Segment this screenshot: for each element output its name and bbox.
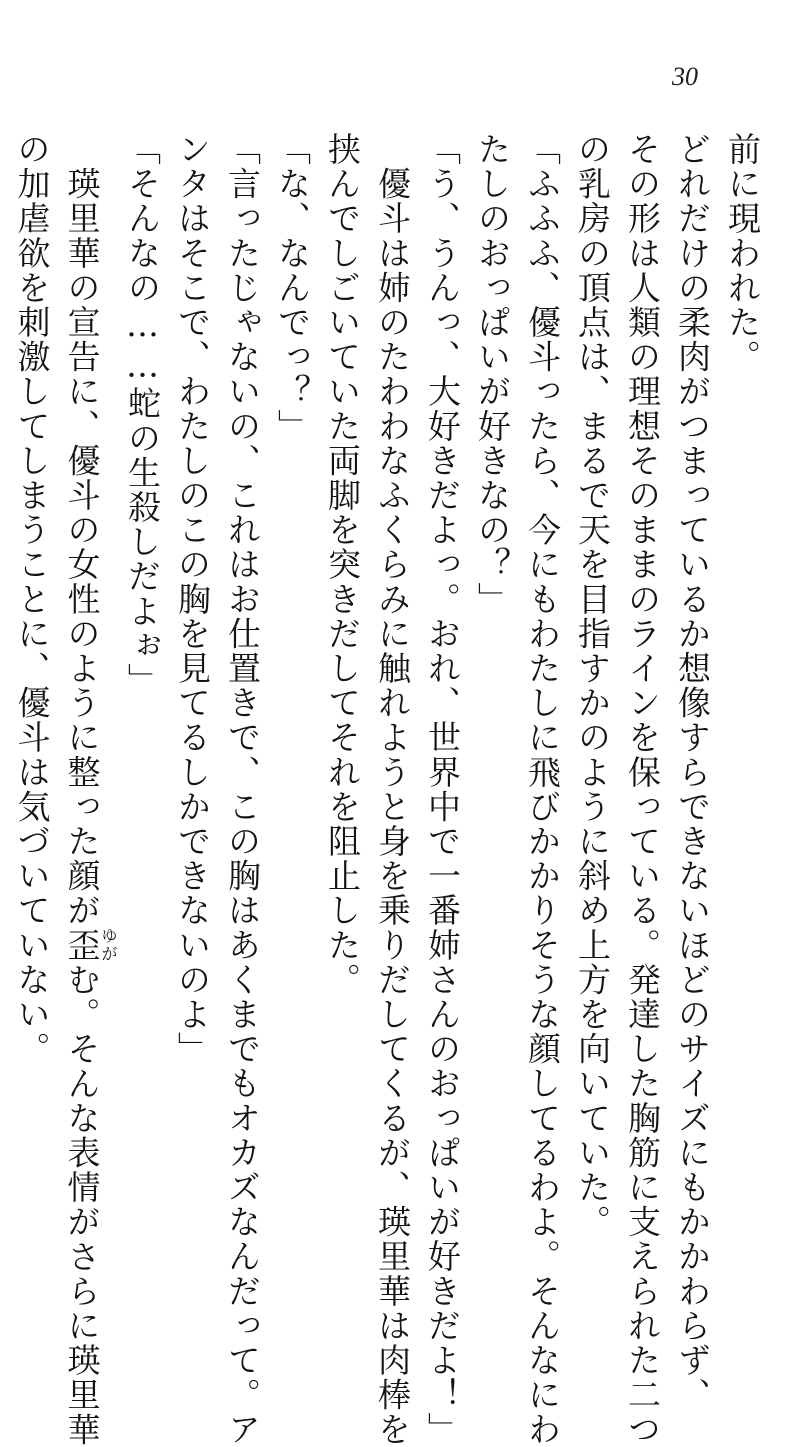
text-line: 「ふふふ、優斗ったら、今にもわたしに飛びかかりそうな顔してるわよ。そんなにわ [523,132,562,1447]
ruby-base: 歪 [62,927,102,964]
text-line: どれだけの柔肉がつまっているか想像すらできないほどのサイズにもかかわらず、 [673,132,712,1413]
text-line: 前に現われた。 [723,132,762,375]
text-line: たしのおっぱいが好きなの？」 [473,132,512,617]
text-line [0,132,7,1182]
text-line: 「な、なんでっ？」 [273,132,312,444]
text-line: その形は人類の理想そのままのラインを保っている。発達した胸筋に支えられた二つ [623,132,662,1447]
text-line: 「う、うんっ、大好きだよっ。おれ、世界中で一番姉さんのおっぱいが好きだよ！」 [423,132,462,1447]
text-line-part: む。そんな表情がさらに瑛里華 [62,962,102,1447]
text-line-with-ruby [57,132,118,1447]
text-line: 「そんなの……蛇の生殺しだよぉ」 [123,132,162,698]
text-line: の乳房の頂点は、まるで天を目指すかのように斜め上方を向いていた。 [573,132,612,1240]
vertical-text-block [0,132,767,1447]
ruby-reading: ゆが [98,927,118,964]
page-number: 30 [672,62,698,91]
text-line: 挟んでしごいていた両脚を突きだしてそれを阻止した。 [323,132,362,997]
text-line: 優斗は姉のたわわなふくらみに触れようと身を乗りだしてくるが、瑛里華は肉棒を [373,132,412,1447]
text-line-part: 瑛里華の宣告に、優斗の女性のように整った顔が [62,132,102,928]
text-line: の加虐欲を刺激してしまうことに、優斗は気づいていない。 [12,132,52,1067]
text-line: ンタはそこで、わたしのこの胸を見てるしかできないのよ」 [173,132,212,1067]
ruby-annotation [62,927,118,964]
text-line: 「言ったじゃないの、これはお仕置きで、この胸はあくまでもオカズなんだって。ア [223,132,262,1447]
